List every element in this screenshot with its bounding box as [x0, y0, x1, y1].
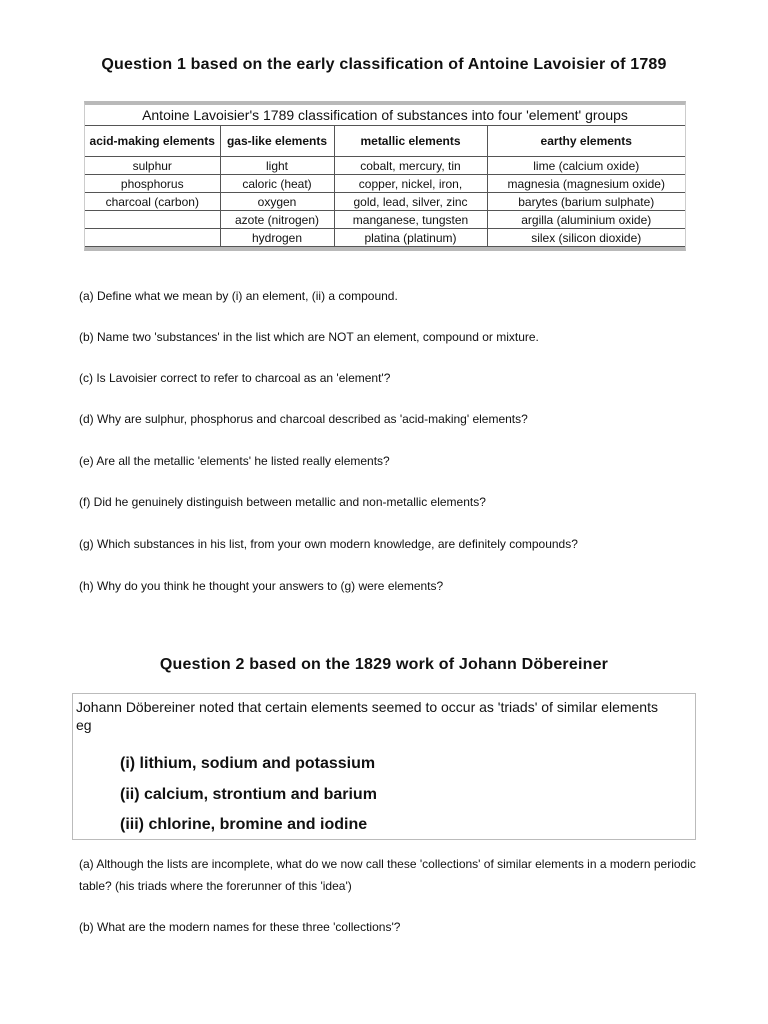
table-row [85, 193, 685, 211]
question-1h: (h) Why do you think he thought your answers to (g) were elements? [79, 579, 444, 593]
table-cell: gold, lead, silver, zinc [334, 193, 487, 211]
table-caption: Antoine Lavoisier's 1789 classification of substances into four 'element' groups [85, 105, 685, 126]
question-1e: (e) Are all the metallic 'elements' he listed really elements? [79, 454, 390, 468]
table-cell: oxygen [220, 193, 334, 211]
table-cell: cobalt, mercury, tin [334, 157, 487, 175]
table-cell: argilla (aluminium oxide) [487, 211, 685, 229]
question-1b: (b) Name two 'substances' in the list which are NOT an element, compound or mixture. [79, 330, 539, 344]
column-header: acid-making elements [85, 126, 220, 157]
question-1d: (d) Why are sulphur, phosphorus and charcoal described as 'acid-making' elements? [79, 412, 528, 426]
question-2b: (b) What are the modern names for these three 'collections'? [79, 920, 401, 934]
column-header: metallic elements [334, 126, 487, 157]
question-2-heading: Question 2 based on the 1829 work of Johann Döbereiner [159, 656, 609, 673]
table-cell: barytes (barium sulphate) [487, 193, 685, 211]
table-cell: silex (silicon dioxide) [487, 229, 685, 247]
table-cell: magnesia (magnesium oxide) [487, 175, 685, 193]
table-row [85, 229, 685, 247]
table-header-row [85, 126, 685, 157]
table-cell: caloric (heat) [220, 175, 334, 193]
question-1-heading: Question 1 based on the early classification of Antoine Lavoisier of 1789 [101, 56, 667, 73]
lavoisier-table [84, 101, 686, 251]
question-1c: (c) Is Lavoisier correct to refer to charcoal as an 'element'? [79, 371, 391, 385]
triad-item: (i) lithium, sodium and potassium [120, 755, 376, 772]
triad-item: (ii) calcium, strontium and barium [120, 786, 377, 803]
table-row [85, 175, 685, 193]
question-2a: (a) Although the lists are incomplete, what do we now call these 'collections' of similar elements in a modern periodic table? (his triads where the forerunner of this 'idea') [79, 857, 696, 893]
table-cell: sulphur [85, 157, 220, 175]
question-1f: (f) Did he genuinely distinguish between metallic and non-metallic elements? [79, 495, 486, 509]
column-header: earthy elements [487, 126, 685, 157]
table-row [85, 211, 685, 229]
classification-table [85, 105, 685, 247]
column-header: gas-like elements [220, 126, 334, 157]
triad-item: (iii) chlorine, bromine and iodine [120, 816, 368, 833]
table-cell: light [220, 157, 334, 175]
table-cell: phosphorus [85, 175, 220, 193]
table-cell: hydrogen [220, 229, 334, 247]
triads-box [72, 693, 696, 840]
table-cell [85, 229, 220, 247]
question-1g: (g) Which substances in his list, from your own modern knowledge, are definitely compounds? [79, 537, 578, 551]
table-row [85, 157, 685, 175]
table-cell: lime (calcium oxide) [487, 157, 685, 175]
triads-intro: Johann Döbereiner noted that certain elements seemed to occur as 'triads' of similar elements eg [76, 699, 658, 733]
table-cell: charcoal (carbon) [85, 193, 220, 211]
table-cell: manganese, tungsten [334, 211, 487, 229]
table-cell: copper, nickel, iron, [334, 175, 487, 193]
table-cell [85, 211, 220, 229]
table-cell: platina (platinum) [334, 229, 487, 247]
question-1a: (a) Define what we mean by (i) an element, (ii) a compound. [79, 289, 398, 303]
table-cell: azote (nitrogen) [220, 211, 334, 229]
